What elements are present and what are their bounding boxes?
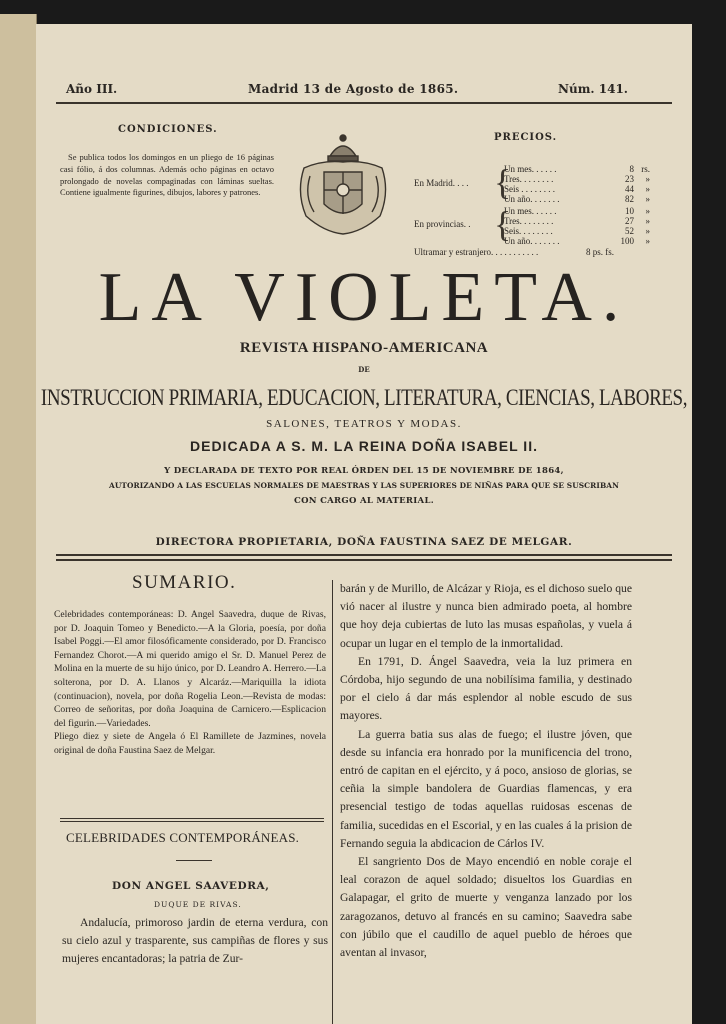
dedication: DEDICADA A S. M. LA REINA DOÑA ISABEL II. [190, 438, 538, 454]
article-paragraph-2: En 1791, D. Ángel Saavedra, veia la luz primera en Córdoba, hijo segundo de una nobilísima familia, y destinado por el cielo á dar más esplendor al noble escudo de sus mayores. [340, 654, 632, 723]
masthead-rule-bottom [56, 559, 672, 561]
masthead-topics: INSTRUCCION PRIMARIA, EDUCACION, LITERATURA, CIENCIAS, LABORES, [40, 385, 688, 411]
declared-line-1: Y DECLARADA DE TEXTO POR REAL ÓRDEN DEL 15 DE NOVIEMBRE DE 1864, [164, 466, 564, 476]
conditions-text: Se publica todos los domingos en un pliego de 16 páginas casi fólio, á dos columnas. Además ocho páginas en octavo prolongado de novelas compaginadas con láminas sueltas. Contiene igualmente figurines, dibujos, labores y patrones. [60, 152, 274, 198]
issue-number: Núm. 141. [558, 82, 628, 96]
article-name: DON ANGEL SAAVEDRA, [112, 880, 270, 892]
provincias-label: En provincias. . [414, 219, 471, 229]
newspaper-page: Año III. Madrid 13 de Agosto de 1865. Núm. 141. CONDICIONES. Se publica todos los domingos en un pliego de 16 páginas casi fólio, á dos columnas. Además ocho páginas en octavo prolongado de novelas compaginadas con láminas sueltas. Contiene igualmente figurines, dibujos, labores y patrones. PRECIOS. En Madrid. . . . En provincias. . { { Un mes. . . . . . 8 rs. Tres. . . . . . . . 23 » Seis . . . . . . . . 44 » Un año. . . . . . . 82 » Un mes. . . . . . 10 » Tres. . . . . . . . 27 » Seis. . . . . . . . 52 » Un año. . . . . . . 100 » Ultramar y estranjero. . . . . . . . . . . 8 ps. fs. LA VIOLETA. REVISTA HISPANO-AMERICANA DE INSTRUCCION PRIMARIA, EDUCACION, LITERATURA, CIENCIAS, LABORES, SALONES, TEATROS Y MODAS. DEDICADA A S. M. LA REINA DOÑA ISABEL II. Y DECLARADA DE TEXTO POR REAL ÓRDEN DEL 15 DE NOVIEMBRE DE 1864, AUTORIZANDO A LAS ESCUELAS NORMALES DE MAESTRAS Y LAS SUPERIORES DE NIÑAS PARA QUE SE SUSCRIBAN CON CARGO AL MATERIAL. DIRECTORA PROPIETARIA, DOÑA FAUSTINA SAEZ DE MELGAR. SUMARIO. Celebridades contemporáneas: D. Angel Saavedra, duque de Rivas, por D. Joaquin Tomeo y Benedicto.—A la Gloria, poesía, por doña Isabel Poggi.—El amor filosóficamente considerado, por D. Francisco Fernandez Chorot.—A mi querido amigo el Sr. D. Manuel Perez de Molina en la muerte de su hijo único, por D. Leandro A. Herrero.—La solterona, por D. A. Llanos y Alcaráz.—Mariquilla la idiota (continuacion), novela, por doña Rogelia Leon.—Revista de modas: Correo de señoritas, por doña Joaquina de Carnicero.—Esplicacion del figurin.—Variedades. Pliego diez y siete de Angela ó El Ramillete de Jazmines, novela original de doña Faustina Saez de Melgar. CELEBRIDADES CONTEMPORÁNEAS. DON ANGEL SAAVEDRA, DUQUE DE RIVAS. Andalucía, primoroso jardin de eterna verdura, con su cielo azul y trasparente, sus campiñas de flores y sus mujeres encantadoras; la patria de Zur- barán y de Murillo, de Alcázar y Rioja, es el dichoso suelo que vió nacer al ilustre y nunca bien admirado poeta, al hombre que hoy deja cubiertas de luto las musas españolas, y vuela á ocupar un lugar en el templo de la inmortalidad. En 1791, D. Ángel Saavedra, veia la luz primera en Córdoba, hijo segundo de una nobilísima familia, y destinado por el cielo á dar más esplendor al noble escudo de sus mayores. La guerra batia sus alas de fuego; el ilustre jóven, que desde su infancia era honrado por la munificencia del trono, entró de capitan en el ejército, y á poco, ansioso de glorias, se ceñia la simple bandolera de Guardias flamencas, y era presencial testigo de todas aquellas ruidosas escenas de familia, sucedidas en el Escorial, y en las cuales á la prision de Fernando seguia la abdicacion de Cárlos IV. El sangriento Dos de Mayo encendió en noble coraje el leal corazon de aquel soldado; disueltos los Guardias en Galapagar, el grito de muerte y venganza lanzado por los zaragozanos, detuvo al francés en su camino; Saavedra sabe con júbilo que el caudillo de aquel pueblo de héroes que aventan al invasor, [36, 24, 692, 1024]
ultramar-label: Ultramar y estranjero. . . . . . . . . . . [414, 247, 539, 257]
masthead-subtitle: REVISTA HISPANO-AMERICANA [239, 340, 489, 356]
sumario-text: Celebridades contemporáneas: D. Angel Saavedra, duque de Rivas, por D. Joaquin Tomeo y Benedicto.—A la Gloria, poesía, por doña Isabel Poggi.—El amor filosóficamente considerado, por D. Francisco Fernandez Chorot.—A mi querido amigo el Sr. D. Manuel Perez de Molina en la muerte de su hijo único, por D. Leandro A. Herrero.—La solterona, por D. A. Llanos y Alcaráz.—Mariquilla la idiota (continuacion), novela, por doña Rogelia Leon.—Revista de modas: Correo de señoritas, por doña Joaquina de Carnicero.—Esplicacion del figurin.—Variedades. [54, 609, 326, 729]
sumario-pliego: Pliego diez y siete de Angela ó El Ramillete de Jazmines, novela original de doña Faustina Saez de Melgar. [54, 731, 326, 756]
header-rule [56, 102, 672, 104]
declared-line-2: AUTORIZANDO A LAS ESCUELAS NORMALES DE MAESTRAS Y LAS SUPERIORES DE NIÑAS PARA QUE SE SUSCRIBAN [108, 481, 619, 490]
article-subtitle: DUQUE DE RIVAS. [154, 900, 242, 909]
issue-date: Madrid 13 de Agosto de 1865. [248, 82, 459, 96]
article-paragraph-1: barán y de Murillo, de Alcázar y Rioja, es el dichoso suelo que vió nacer al ilustre y nunca bien admirado poeta, al hombre que hoy deja cubiertas de luto las musas españolas, y vuela á ocupar un lugar en el templo de la inmortalidad. [340, 582, 632, 650]
section-ornament-rule [176, 860, 212, 861]
prices-title: PRECIOS. [494, 132, 558, 143]
sumario-title: SUMARIO. [132, 572, 237, 593]
declared-line-3: CON CARGO AL MATERIAL. [294, 496, 434, 506]
article-right-column [340, 580, 632, 962]
sumario-body [54, 608, 326, 758]
column-divider [332, 580, 333, 1024]
article-paragraph-3: La guerra batia sus alas de fuego; el ilustre jóven, que desde su infancia era honrado por la munificencia del trono, entró de capitan en el ejército, y á poco, ansioso de glorias, se ceñia la simple bandolera de Guardias flamencas, y era presencial testigo de todas aquellas ruidosas escenas de familia, sucedidas en el Escorial, y en las cuales á la prision de Fernando seguia la abdicacion de Cárlos IV. [340, 727, 632, 850]
article-left-text: Andalucía, primoroso jardin de eterna verdura, con su cielo azul y trasparente, sus campiñas de flores y sus mujeres encantadoras; la patria de Zur- [62, 916, 328, 966]
provincias-brace: { [494, 204, 512, 244]
year-label: Año III. [66, 82, 118, 96]
masthead-rule-top [56, 554, 672, 556]
madrid-label: En Madrid. . . . [414, 178, 469, 188]
sumario-rule-1 [60, 818, 324, 819]
masthead-salones: SALONES, TEATROS Y MODAS. [266, 418, 462, 430]
madrid-brace: { [494, 162, 512, 202]
sumario-rule-2 [60, 821, 324, 822]
masthead-de: DE [358, 365, 370, 374]
masthead-title: LA VIOLETA. [98, 259, 630, 336]
royal-coat-of-arms-icon [294, 132, 392, 238]
director-line: DIRECTORA PROPIETARIA, DOÑA FAUSTINA SAEZ DE MELGAR. [155, 536, 573, 548]
ultramar-value: 8 ps. fs. [586, 247, 615, 257]
section-title: CELEBRIDADES CONTEMPORÁNEAS. [66, 830, 300, 845]
facing-page-edge [0, 14, 37, 1024]
article-paragraph-4: El sangriento Dos de Mayo encendió en noble coraje el leal corazon de aquel soldado; disueltos los Guardias en Galapagar, el grito de muerte y venganza lanzado por los zaragozanos, detuvo al francés en su camino; Saavedra sabe con júbilo que el caudillo de aquel pueblo de héroes que aventan al invasor, [340, 855, 632, 960]
conditions-title: CONDICIONES. [118, 124, 218, 135]
